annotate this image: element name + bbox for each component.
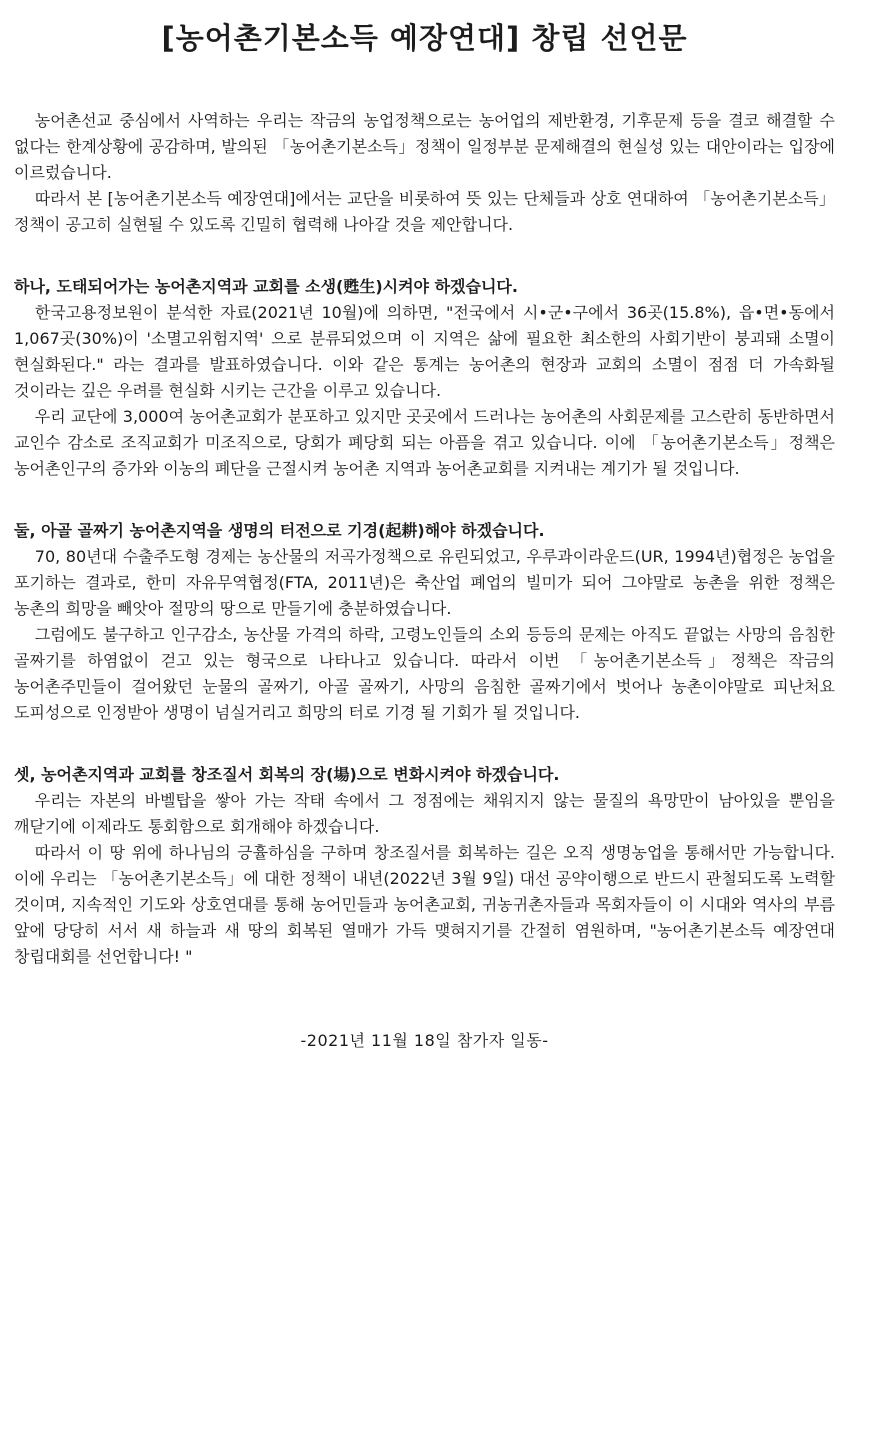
document-title: [농어촌기본소득 예장연대] 창립 선언문 bbox=[161, 21, 688, 55]
intro-paragraph: 농어촌선교 중심에서 사역하는 우리는 작금의 농업정책으로는 농어업의 제반환경, 기후문제 등을 결코 해결할 수 없다는 한계상황에 공감하며, 발의된 「농어촌기본소득」정책이 일정부분 문제해결의 현실성 있는 대안이라는 입장에 이르렀습니다. bbox=[14, 111, 835, 182]
intro-section bbox=[14, 108, 835, 238]
section-paragraph: 우리 교단에 3,000여 농어촌교회가 분포하고 있지만 곳곳에서 드러나는 농어촌의 사회문제를 고스란히 동반하면서 교인수 감소로 조직교회가 미조직으로, 당회가 폐당회 되는 아픔을 겪고 있습니다. 이에 「농어촌기본소득」정책은 농어촌인구의 증가와 이농의 폐단을 근절시켜 농어촌 지역과 농어촌교회를 지켜내는 계기가 될 것입니다. bbox=[14, 407, 835, 478]
section-heading: 둘, 아골 골짜기 농어촌지역을 생명의 터전으로 기경(起耕)해야 하겠습니다. bbox=[14, 521, 545, 540]
section-two bbox=[14, 518, 835, 726]
closing-signature: -2021년 11월 18일 참가자 일동- bbox=[300, 1031, 549, 1050]
section-paragraph: 한국고용정보원이 분석한 자료(2021년 10월)에 의하면, "전국에서 시•군•구에서 36곳(15.8%), 읍•면•동에서 1,067곳(30%)이 '소멸고위험지역' 으로 분류되었으며 이 지역은 삶에 필요한 최소한의 사회기반이 붕괴돼 소멸이 현실화된다." 라는 결과를 발표하였습니다. 이와 같은 통계는 농어촌의 현장과 교회의 소멸이 점점 더 가속화될 것이라는 깊은 우려를 현실화 시키는 근간을 이루고 있습니다. bbox=[14, 303, 835, 400]
section-one bbox=[14, 274, 835, 482]
section-paragraph: 따라서 이 땅 위에 하나님의 긍휼하심을 구하며 창조질서를 회복하는 길은 오직 생명농업을 통해서만 가능합니다. 이에 우리는 「농어촌기본소득」에 대한 정책이 내년(2022년 3월 9일) 대선 공약이행으로 반드시 관철되도록 노력할 것이며, 지속적인 기도와 상호연대를 통해 농어민들과 농어촌교회, 귀농귀촌자들과 목회자들이 이 시대와 역사의 부름 앞에 당당히 서서 새 하늘과 새 땅의 회복된 열매가 가득 맺혀지기를 간절히 염원하며, "농어촌기본소득 예장연대 창립대회를 선언합니다! " bbox=[14, 843, 835, 966]
section-three bbox=[14, 762, 835, 970]
section-heading: 셋, 농어촌지역과 교회를 창조질서 회복의 장(場)으로 변화시켜야 하겠습니다. bbox=[14, 765, 560, 784]
section-paragraph: 그럼에도 불구하고 인구감소, 농산물 가격의 하락, 고령노인들의 소외 등등의 문제는 아직도 끝없는 사망의 음침한 골짜기를 하염없이 걷고 있는 형국으로 나타나고 있습니다. 따라서 이번 「농어촌기본소득」정책은 작금의 농어촌주민들이 걸어왔던 눈물의 골짜기, 아골 골짜기, 사망의 음침한 골짜기에서 벗어나 농촌이야말로 피난처요 도피성으로 인정받아 생명이 넘실거리고 희망의 터로 기경 될 기회가 될 것입니다. bbox=[14, 625, 835, 722]
section-heading: 하나, 도태되어가는 농어촌지역과 교회를 소생(甦生)시켜야 하겠습니다. bbox=[14, 277, 518, 296]
intro-paragraph: 따라서 본 [농어촌기본소득 예장연대]에서는 교단을 비롯하여 뜻 있는 단체들과 상호 연대하여 「농어촌기본소득」정책이 공고히 실현될 수 있도록 긴밀히 협력해 나아갈 것을 제안합니다. bbox=[14, 189, 835, 234]
section-paragraph: 70, 80년대 수출주도형 경제는 농산물의 저곡가정책으로 유린되었고, 우루과이라운드(UR, 1994년)협정은 농업을 포기하는 결과로, 한미 자유무역협정(FTA, 2011년)은 축산업 폐업의 빌미가 되어 그야말로 농촌을 위한 정책은 농촌의 희망을 빼앗아 절망의 땅으로 만들기에 충분하였습니다. bbox=[14, 547, 835, 618]
section-paragraph: 우리는 자본의 바벨탑을 쌓아 가는 작태 속에서 그 정점에는 채워지지 않는 물질의 욕망만이 남아있을 뿐임을 깨닫기에 이제라도 통회함으로 회개해야 하겠습니다. bbox=[14, 791, 835, 836]
